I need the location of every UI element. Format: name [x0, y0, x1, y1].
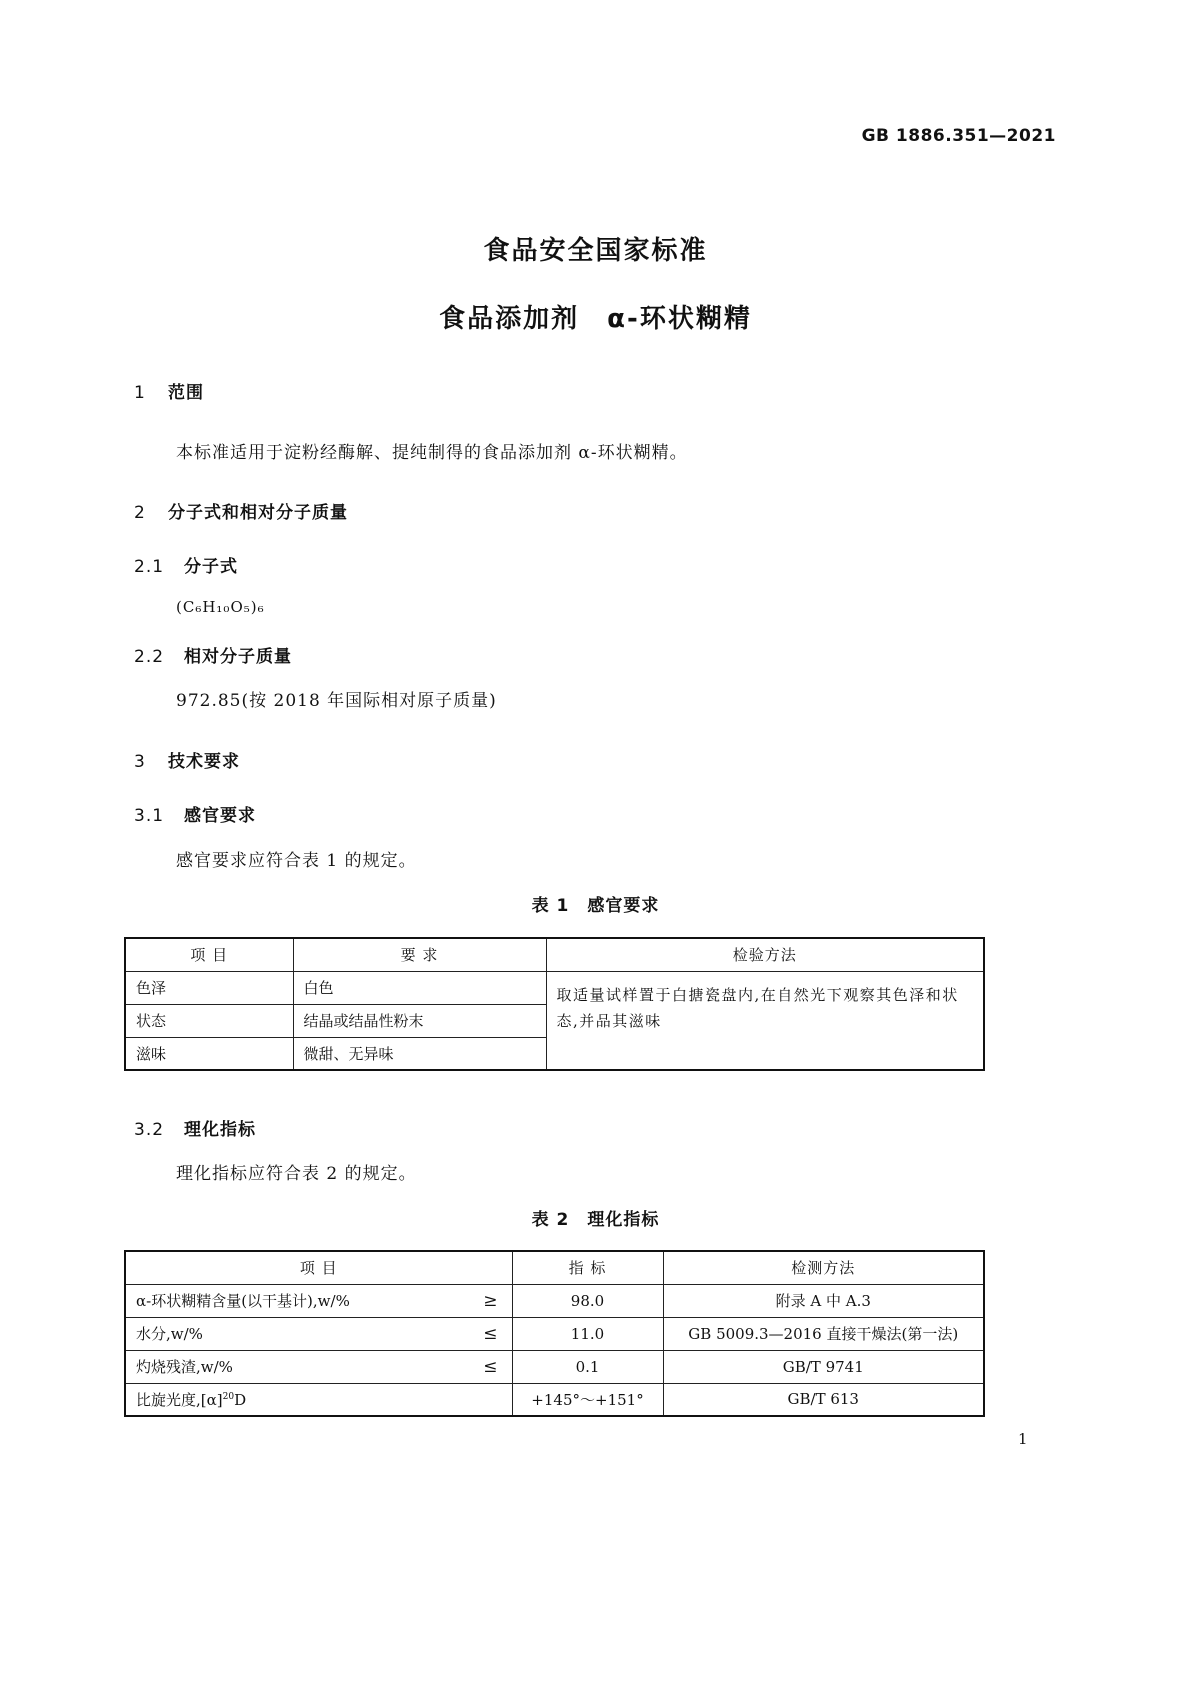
- item-cell: 滋味: [125, 1037, 293, 1070]
- column-header: 要 求: [293, 938, 546, 971]
- table-1-caption: 表 1 感官要求: [531, 896, 660, 916]
- standard-code: GB 1886.351—2021: [861, 126, 1056, 146]
- section-3-2-text: 理化指标应符合表 2 的规定。: [176, 1164, 417, 1184]
- molecular-formula: (C₆H₁₀O₅)₆: [176, 598, 265, 616]
- method-cell: GB/T 613: [663, 1383, 984, 1416]
- table-row: [125, 1350, 984, 1383]
- value-cell: 0.1: [512, 1350, 663, 1383]
- column-header: 指 标: [512, 1251, 663, 1284]
- page-number: 1: [1018, 1430, 1028, 1448]
- section-1-text: 本标准适用于淀粉经酶解、提纯制得的食品添加剂 α-环状糊精。: [176, 443, 688, 463]
- table-row: [125, 1317, 984, 1350]
- section-2-1-heading: 2.1 分子式: [134, 557, 238, 577]
- section-2-heading: 2 分子式和相对分子质量: [134, 503, 348, 523]
- section-3-1-heading: 3.1 感官要求: [134, 806, 256, 826]
- column-header: 项 目: [125, 1251, 512, 1284]
- section-1-heading: 1 范围: [134, 383, 204, 403]
- item-cell: α-环状糊精含量(以干基计),w/% ≥: [125, 1284, 512, 1317]
- column-header: 检验方法: [546, 938, 984, 971]
- table-2-caption: 表 2 理化指标: [531, 1210, 660, 1230]
- table-row: [125, 1383, 984, 1416]
- item-cell: 色泽: [125, 971, 293, 1004]
- section-3-2-heading: 3.2 理化指标: [134, 1120, 256, 1140]
- document-subtitle: [0, 298, 1191, 335]
- molecular-mass: 972.85(按 2018 年国际相对原子质量): [176, 691, 497, 711]
- item-cell: 状态: [125, 1004, 293, 1037]
- column-header: 检测方法: [663, 1251, 984, 1284]
- subtitle-prefix: 食品添加剂: [439, 304, 580, 334]
- subtitle-suffix: α-环状糊精: [607, 304, 752, 334]
- table-row: [125, 1284, 984, 1317]
- method-cell: GB/T 9741: [663, 1350, 984, 1383]
- value-cell: 98.0: [512, 1284, 663, 1317]
- requirement-cell: 白色: [293, 971, 546, 1004]
- item-cell: 水分,w/% ≤: [125, 1317, 512, 1350]
- table-header-row: [125, 1251, 984, 1284]
- section-3-heading: 3 技术要求: [134, 752, 240, 772]
- column-header: 项 目: [125, 938, 293, 971]
- value-cell: +145°～+151°: [512, 1383, 663, 1416]
- item-cell: 比旋光度$,[\alpha]^{20}D$: [125, 1383, 512, 1416]
- requirement-cell: 微甜、无异味: [293, 1037, 546, 1070]
- requirement-cell: 结晶或结晶性粉末: [293, 1004, 546, 1037]
- table-1: [124, 937, 985, 1071]
- table-2: [124, 1250, 985, 1417]
- comparison-sign: ≤: [483, 1356, 498, 1377]
- document-title: 食品安全国家标准: [483, 236, 708, 266]
- method-cell: 附录 A 中 A.3: [663, 1284, 984, 1317]
- section-3-1-text: 感官要求应符合表 1 的规定。: [176, 851, 417, 871]
- value-cell: 11.0: [512, 1317, 663, 1350]
- comparison-sign: ≤: [483, 1323, 498, 1344]
- table-header-row: [125, 938, 984, 971]
- comparison-sign: ≥: [483, 1290, 498, 1311]
- method-cell: 取适量试样置于白搪瓷盘内,在自然光下观察其色泽和状态,并品其滋味: [546, 971, 984, 1070]
- method-cell: GB 5009.3—2016 直接干燥法(第一法): [663, 1317, 984, 1350]
- item-cell: 灼烧残渣,w/% ≤: [125, 1350, 512, 1383]
- section-2-2-heading: 2.2 相对分子质量: [134, 647, 292, 667]
- table-row: [125, 971, 984, 1004]
